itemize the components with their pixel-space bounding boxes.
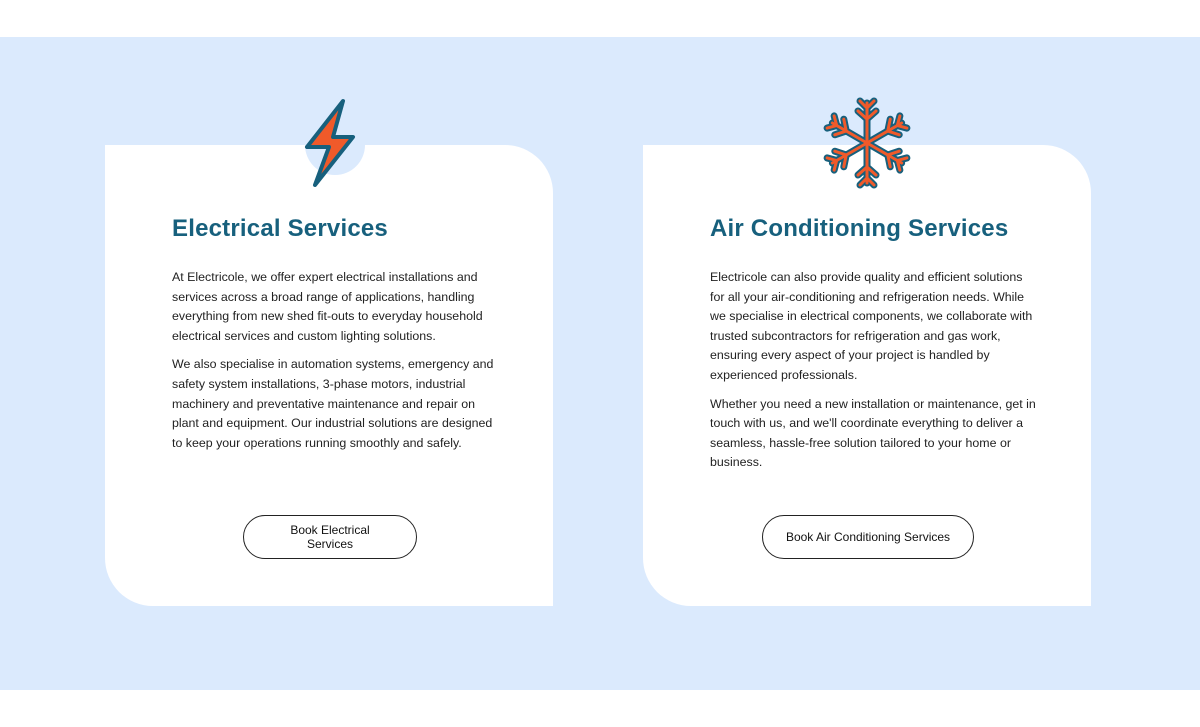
lightning-bolt-icon <box>285 95 375 191</box>
snowflake-icon <box>822 95 912 191</box>
card-title: Air Conditioning Services <box>710 215 1009 242</box>
paragraph: We also specialise in automation systems, emergency and safety system installations, 3-phase motors, industrial machinery and preventative maintenance and repair on plant and equipment. Our industrial solutions are designed to keep your operations running smoothly and safely. <box>172 357 494 450</box>
electrical-services-card <box>105 145 553 606</box>
paragraph: Electricole can also provide quality and efficient solutions for all your air-conditioning and refrigeration needs. While we specialise in electrical components, we collaborate with trusted subcontractors for refrigeration and gas work, ensuring every aspect of your project is handled by experienced professionals. <box>710 270 1033 382</box>
card-description <box>172 268 502 462</box>
book-electrical-services-button[interactable]: Book Electrical Services <box>243 515 417 559</box>
air-conditioning-services-card <box>643 145 1091 606</box>
card-description <box>710 268 1040 482</box>
paragraph: At Electricole, we offer expert electrical installations and services across a broad range of applications, handling everything from new shed fit-outs to everyday household electrical services and custom lighting solutions. <box>172 270 483 343</box>
book-air-conditioning-services-button[interactable]: Book Air Conditioning Services <box>762 515 974 559</box>
paragraph: Whether you need a new installation or maintenance, get in touch with us, and we'll coordinate everything to deliver a seamless, hassle-free solution tailored to your home or business. <box>710 396 1036 470</box>
card-title: Electrical Services <box>172 215 388 242</box>
